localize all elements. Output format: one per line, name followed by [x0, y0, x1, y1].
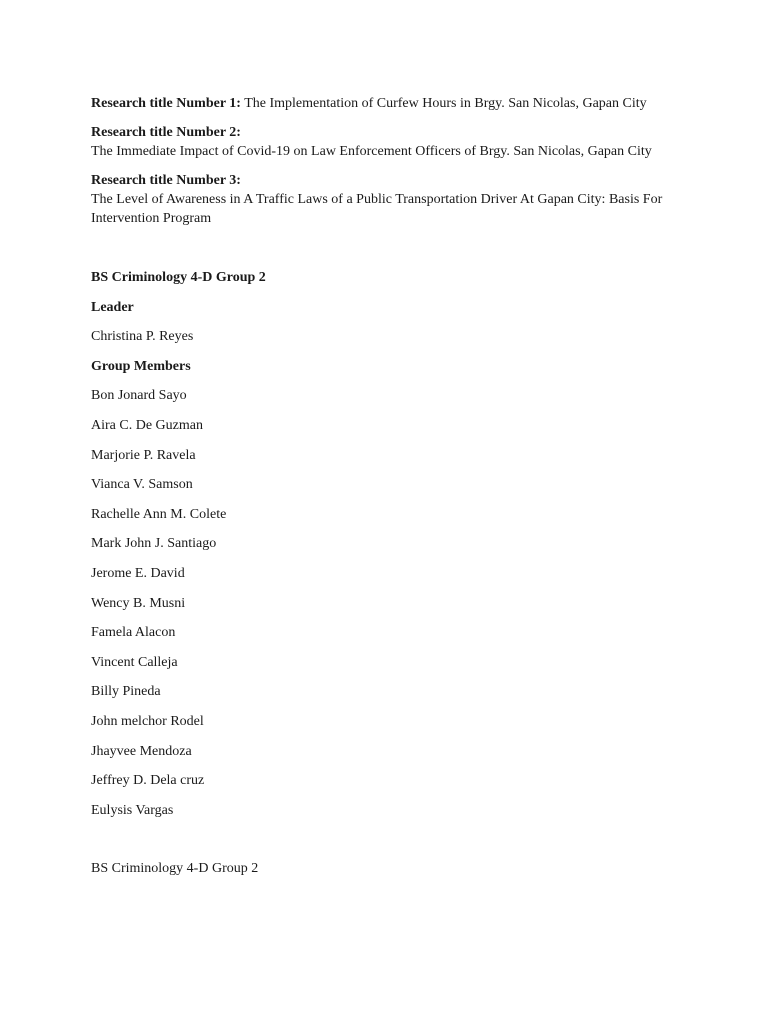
- member-item: Vincent Calleja: [91, 654, 178, 670]
- research-title-2: [91, 123, 681, 161]
- research-title-2-text: The Immediate Impact of Covid-19 on Law Enforcement Officers of Brgy. San Nicolas, Gapan City: [91, 144, 652, 159]
- member-item: Wency B. Musni: [91, 595, 186, 611]
- member-item: Mark John J. Santiago: [91, 536, 217, 552]
- member-item: Jeffrey D. Dela cruz: [91, 773, 205, 789]
- member-item: Billy Pineda: [91, 684, 161, 700]
- leader-label: Leader: [91, 299, 134, 315]
- research-title-3: [91, 171, 681, 228]
- member-item: Marjorie P. Ravela: [91, 447, 196, 463]
- member-item: Aira C. De Guzman: [91, 417, 203, 433]
- member-item: John melchor Rodel: [91, 713, 204, 729]
- research-title-1: [91, 94, 681, 113]
- research-title-3-text: The Level of Awareness in A Traffic Laws of a Public Transportation Driver At Gapan City: Basis For Intervention Program: [91, 192, 663, 226]
- group-heading: BS Criminology 4-D Group 2: [91, 270, 266, 285]
- member-item: Eulysis Vargas: [91, 802, 174, 818]
- research-title-1-text: The Implementation of Curfew Hours in Brgy. San Nicolas, Gapan City: [244, 96, 647, 111]
- section-spacer: [91, 238, 681, 268]
- document-page: [91, 94, 681, 878]
- member-item: Jhayvee Mendoza: [91, 743, 192, 759]
- member-list: [91, 386, 681, 819]
- member-item: Vianca V. Samson: [91, 477, 193, 493]
- member-item: Bon Jonard Sayo: [91, 388, 187, 404]
- leader-name: Christina P. Reyes: [91, 329, 194, 345]
- research-title-1-label: Research title Number 1:: [91, 96, 241, 111]
- group-members-label: Group Members: [91, 358, 191, 374]
- footer-group-text: BS Criminology 4-D Group 2: [91, 860, 259, 876]
- member-item: Jerome E. David: [91, 565, 185, 581]
- member-item: Famela Alacon: [91, 625, 176, 641]
- member-item: Rachelle Ann M. Colete: [91, 506, 227, 522]
- research-title-2-label: Research title Number 2:: [91, 125, 241, 140]
- research-title-3-label: Research title Number 3:: [91, 173, 241, 188]
